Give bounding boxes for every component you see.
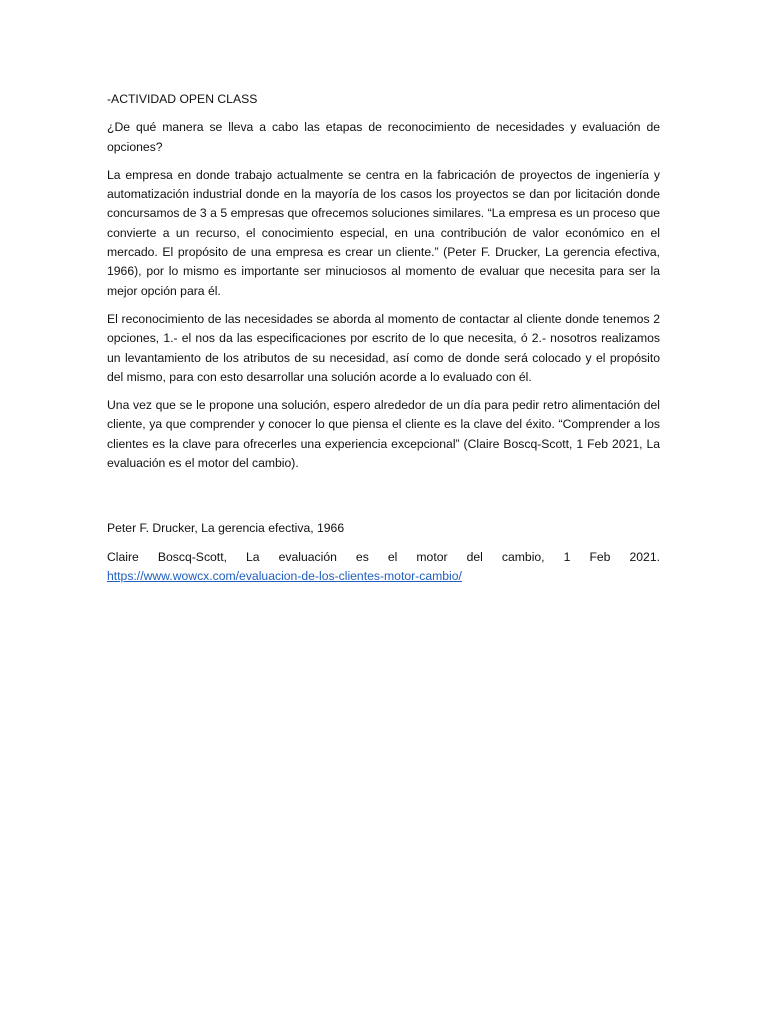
document-page: [107, 90, 660, 595]
reference-drucker: Peter F. Drucker, La gerencia efectiva, 1966: [107, 521, 345, 536]
body-paragraph-3: Una vez que se le propone una solución, espero alrededor de un día para pedir retro alimentación del cliente, ya que comprender y conocer lo que piensa el cliente es la clave del éxito. “Comprender a los clientes es la clave para ofrecerles una experiencia excepcional” (Claire Boscq-Scott, 1 Feb 2021, La evaluación es el motor del cambio).: [107, 398, 660, 471]
reference-boscq-scott-text: Claire Boscq-Scott, La evaluación es el motor del cambio, 1 Feb 2021.: [107, 549, 660, 564]
reference-link[interactable]: https://www.wowcx.com/evaluacion-de-los-clientes-motor-cambio/: [107, 568, 462, 583]
body-paragraph-2: El reconocimiento de las necesidades se aborda al momento de contactar al cliente donde tenemos 2 opciones, 1.- el nos da las especificaciones por escrito de lo que necesita, ó 2.- nosotros realizamos un levantamiento de los atributos de su necesidad, así como de donde será colocado y el propósito del mismo, para con esto desarrollar una solución acorde a lo evaluado con él.: [107, 311, 660, 384]
reference-boscq-scott: [107, 548, 660, 587]
document-heading: -ACTIVIDAD OPEN CLASS: [107, 92, 258, 106]
section-spacer: [107, 482, 660, 519]
question-paragraph: ¿De qué manera se lleva a cabo las etapas de reconocimiento de necesidades y evaluación de opciones?: [107, 120, 660, 154]
body-paragraph-1: La empresa en donde trabajo actualmente se centra en la fabricación de proyectos de ingeniería y automatización industrial donde en la mayoría de los casos los proyectos se dan por licitación donde concursamos de 3 a 5 empresas que ofrecemos soluciones similares. “La empresa es un proceso que convierte a un recurso, el conocimiento especial, en una contribución de valor económico en el mercado. El propósito de una empresa es crear un cliente.” (Peter F. Drucker, La gerencia efectiva, 1966), por lo mismo es importante ser minuciosos al momento de evaluar que necesita para ser la mejor opción para él.: [107, 167, 660, 298]
